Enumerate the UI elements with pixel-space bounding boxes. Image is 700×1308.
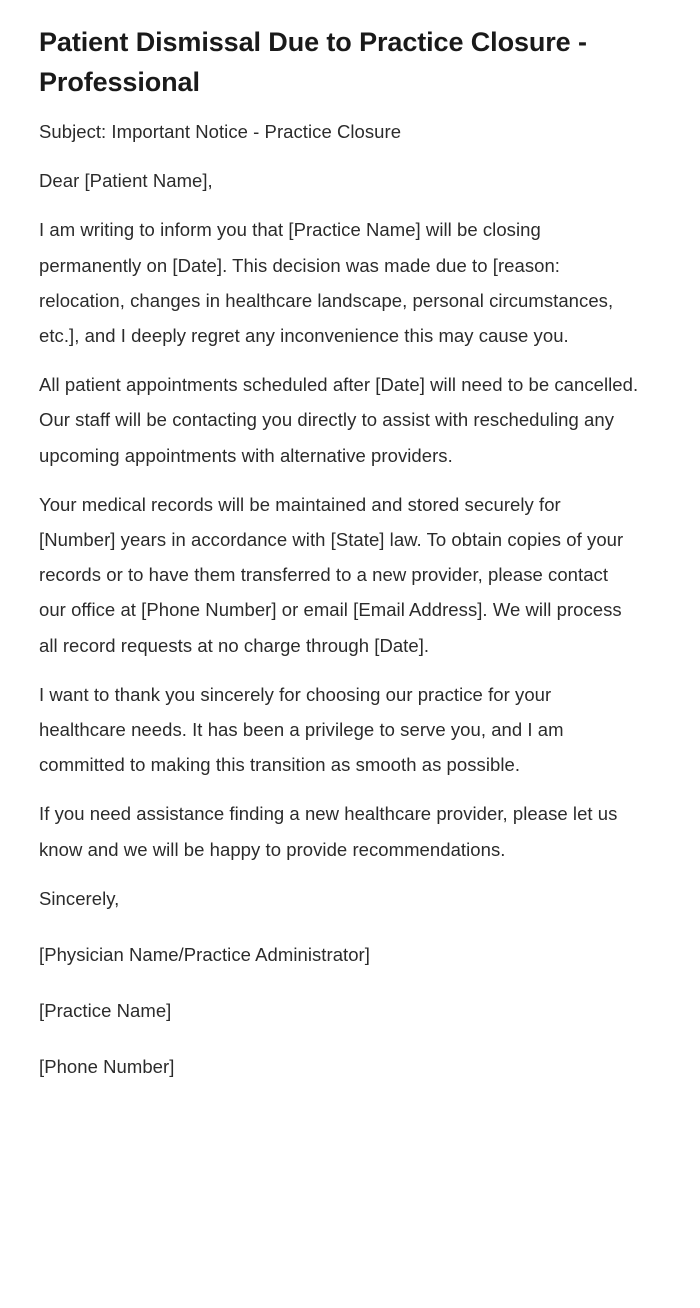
body-paragraph-4: I want to thank you sincerely for choosing our practice for your healthcare needs. It has been a privilege to serve you, and I am committed to making this transition as smooth as possible. xyxy=(39,683,564,776)
signature-practice-name: [Practice Name] xyxy=(39,1000,172,1022)
page-title: Patient Dismissal Due to Practice Closure - Professional xyxy=(39,27,587,97)
body-paragraph-1: I am writing to inform you that [Practice Name] will be closing permanently on [Date]. This decision was made due to [reason: relocation, changes in healthcare landscape, personal circumstances, etc.], and I deeply regret any inconvenience this may cause you. xyxy=(39,219,614,347)
subject-line: Subject: Important Notice - Practice Closure xyxy=(39,121,402,142)
signature-physician-name: [Physician Name/Practice Administrator] xyxy=(39,944,370,966)
body-paragraph-5: If you need assistance finding a new healthcare provider, please let us know and we will be happy to provide recommendations. xyxy=(39,803,618,860)
closing-line: Sincerely, xyxy=(39,887,120,909)
signature-phone-number: [Phone Number] xyxy=(39,1056,175,1078)
salutation: Dear [Patient Name], xyxy=(39,170,213,192)
body-paragraph-3: Your medical records will be maintained and stored securely for [Number] years in accordance with [State] law. To obtain copies of your records or to have them transferred to a new provider, please contact our office at [Phone Number] or email [Email Address]. We will process all record requests at no charge through [Date]. xyxy=(39,493,624,656)
body-paragraph-2: All patient appointments scheduled after [Date] will need to be cancelled. Our staff will be contacting you directly to assist with rescheduling any upcoming appointments with alternative providers. xyxy=(39,374,639,466)
